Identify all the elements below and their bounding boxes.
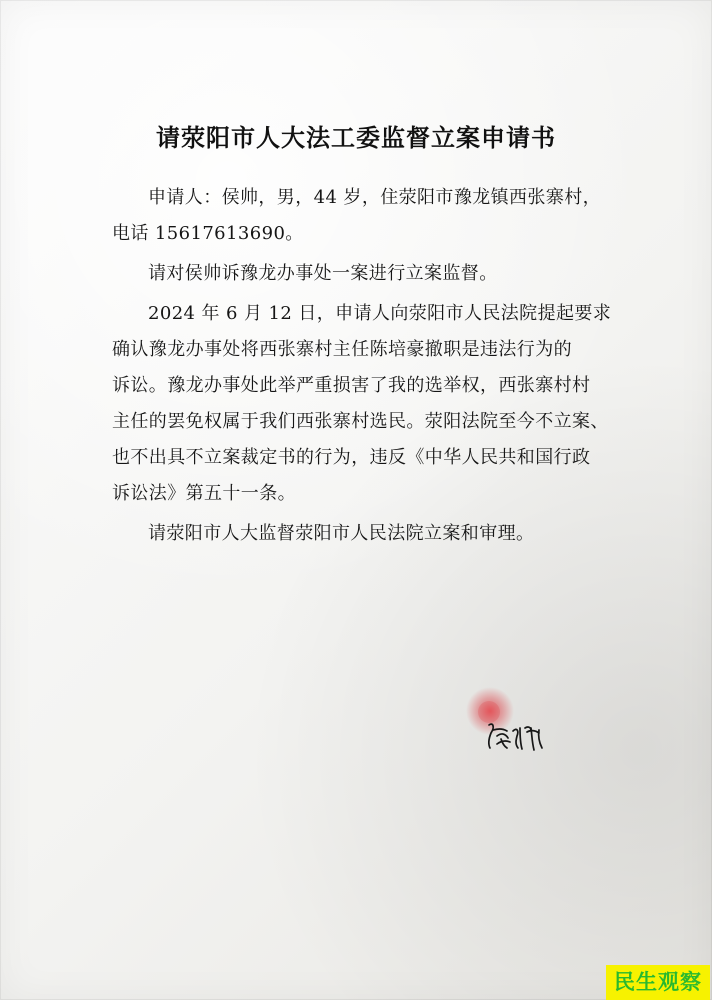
handwritten-signature-icon [485,718,547,752]
phone-line: 电话 15617613690。 [112,223,304,244]
document-title: 请荥阳市人大法工委监督立案申请书 [156,123,556,152]
source-watermark: 民生观察 [606,965,710,1000]
request-line: 请对侯帅诉豫龙办事处一案进行立案监督。 [148,263,498,284]
document-body [112,180,627,552]
closing-request-line: 请荥阳市人大监督荥阳市人民法院立案和审理。 [148,523,535,544]
applicant-line: 申请人：侯帅，男，44 岁，住荥阳市豫龙镇西张寨村， [148,187,602,208]
facts-line-2: 确认豫龙办事处将西张寨村主任陈培豪撤职是违法行为的 [112,339,572,360]
facts-line-6: 诉讼法》第五十一条。 [112,483,296,504]
facts-line-3: 诉讼。豫龙办事处此举严重损害了我的选举权，西张寨村村 [112,375,591,396]
facts-line-5: 也不出具不立案裁定书的行为，违反《中华人民共和国行政 [112,447,591,468]
facts-line-4: 主任的罢免权属于我们西张寨村选民。荥阳法院至今不立案、 [112,411,609,432]
facts-line-1: 2024 年 6 月 12 日，申请人向荥阳市人民法院提起要求 [148,303,612,324]
